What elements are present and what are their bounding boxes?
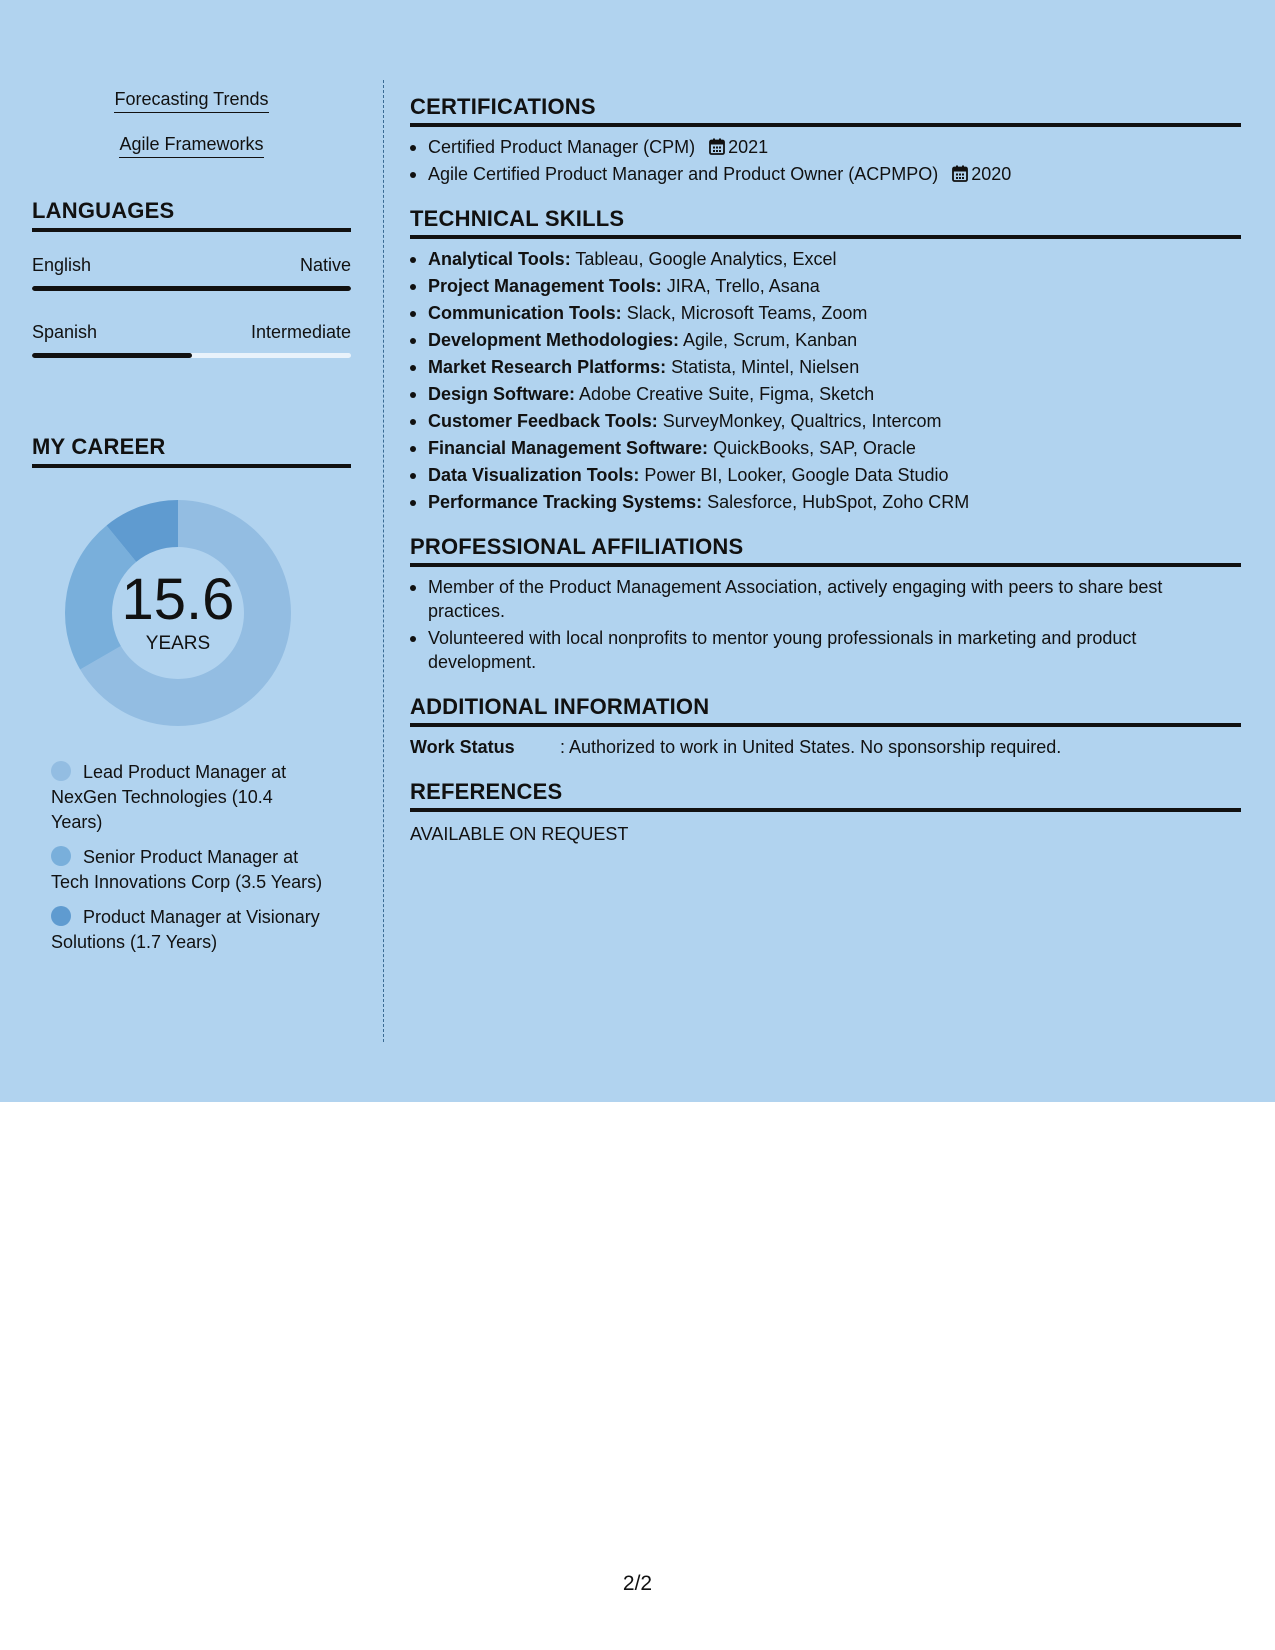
calendar-icon (952, 165, 968, 182)
references-section (410, 779, 1241, 846)
donut-center (65, 500, 291, 726)
skill-value: Statista, Mintel, Nielsen (671, 357, 860, 377)
skill-value: Salesforce, HubSpot, Zoho CRM (707, 492, 970, 512)
skill-value: Power BI, Looker, Google Data Studio (644, 465, 949, 485)
language-bar-fill (32, 353, 192, 358)
affiliations-section (410, 534, 1241, 674)
language-bar-fill (32, 286, 351, 291)
language-row (32, 321, 351, 358)
skill-value: SurveyMonkey, Qualtrics, Intercom (662, 411, 942, 431)
skill-item (410, 382, 1241, 406)
career-legend (32, 760, 351, 955)
skill-label: Financial Management Software: (428, 438, 709, 458)
additional-info-heading: ADDITIONAL INFORMATION (410, 694, 1241, 727)
skill-item (410, 355, 1241, 379)
technical-skills-list (410, 247, 1241, 514)
affiliation-item: Member of the Product Management Association, actively engaging with peers to share best practices. (410, 575, 1241, 623)
work-status-label: Work Status (410, 737, 515, 757)
legend-dot-icon (51, 761, 71, 781)
skill-item (410, 490, 1241, 514)
skill-item (410, 436, 1241, 460)
skill-label: Development Methodologies: (428, 330, 680, 350)
legend-item (51, 845, 327, 895)
skill-item (410, 409, 1241, 433)
skill-label: Analytical Tools: (428, 249, 571, 269)
calendar-icon (709, 138, 725, 155)
skill-value: Adobe Creative Suite, Figma, Sketch (579, 384, 875, 404)
skill-value: QuickBooks, SAP, Oracle (713, 438, 916, 458)
skill-label: Market Research Platforms: (428, 357, 667, 377)
certification-year: 2021 (728, 137, 769, 157)
affiliation-item: Volunteered with local nonprofits to mentor young professionals in marketing and product development. (410, 626, 1241, 674)
skill-item (410, 463, 1241, 487)
certification-name: Certified Product Manager (CPM) (428, 137, 696, 157)
language-level: Native (299, 255, 351, 275)
skill-tag: Agile Frameworks (119, 133, 263, 158)
skill-item (410, 301, 1241, 325)
skill-tags (32, 78, 351, 158)
language-bar (32, 353, 351, 358)
language-bar (32, 286, 351, 291)
legend-dot-icon (51, 846, 71, 866)
career-section (32, 434, 351, 955)
skill-item (410, 328, 1241, 352)
certification-name: Agile Certified Product Manager and Product Owner (ACPMPO) (428, 164, 939, 184)
technical-skills-section (410, 206, 1241, 514)
career-heading: MY CAREER (32, 434, 351, 468)
language-level: Intermediate (250, 322, 351, 342)
affiliations-heading: PROFESSIONAL AFFILIATIONS (410, 534, 1241, 567)
skill-value: Slack, Microsoft Teams, Zoom (626, 303, 868, 323)
total-years-value: 15.6 (121, 567, 235, 632)
language-name: English (32, 255, 92, 275)
certification-item (410, 135, 1241, 159)
legend-label: Product Manager at Visionary Solutions (1.7 Years) (51, 907, 320, 952)
legend-dot-icon (51, 906, 71, 926)
certifications-section (410, 94, 1241, 186)
language-row (32, 254, 351, 291)
affiliations-list (410, 575, 1241, 674)
technical-skills-heading: TECHNICAL SKILLS (410, 206, 1241, 239)
languages-section (32, 198, 351, 358)
legend-label: Senior Product Manager at Tech Innovations Corp (3.5 Years) (51, 847, 323, 892)
references-text: AVAILABLE ON REQUEST (410, 824, 629, 844)
skill-label: Project Management Tools: (428, 276, 662, 296)
certifications-list (410, 135, 1241, 186)
skill-label: Design Software: (428, 384, 576, 404)
skill-label: Performance Tracking Systems: (428, 492, 703, 512)
language-name: Spanish (32, 322, 98, 342)
left-column (32, 78, 351, 965)
skill-label: Data Visualization Tools: (428, 465, 640, 485)
certifications-heading: CERTIFICATIONS (410, 94, 1241, 127)
work-status-row (410, 735, 1241, 759)
column-divider (383, 80, 384, 1042)
languages-heading: LANGUAGES (32, 198, 351, 232)
certification-item (410, 162, 1241, 186)
work-status-value: : Authorized to work in United States. No sponsorship required. (560, 737, 1062, 757)
skill-value: JIRA, Trello, Asana (666, 276, 820, 296)
page-number: 2/2 (622, 1572, 653, 1595)
career-donut-chart (32, 490, 351, 750)
references-heading: REFERENCES (410, 779, 1241, 812)
skill-item (410, 274, 1241, 298)
skill-value: Agile, Scrum, Kanban (683, 330, 858, 350)
legend-label: Lead Product Manager at NexGen Technologies (10.4 Years) (51, 762, 287, 832)
additional-info-section (410, 694, 1241, 759)
total-years-unit: YEARS (145, 633, 211, 654)
skill-label: Communication Tools: (428, 303, 622, 323)
skill-label: Customer Feedback Tools: (428, 411, 658, 431)
legend-item (51, 760, 327, 835)
skill-value: Tableau, Google Analytics, Excel (575, 249, 837, 269)
right-column (410, 94, 1241, 846)
legend-item (51, 905, 327, 955)
certification-year: 2020 (971, 164, 1012, 184)
skill-item (410, 247, 1241, 271)
skill-tag: Forecasting Trends (114, 88, 268, 113)
